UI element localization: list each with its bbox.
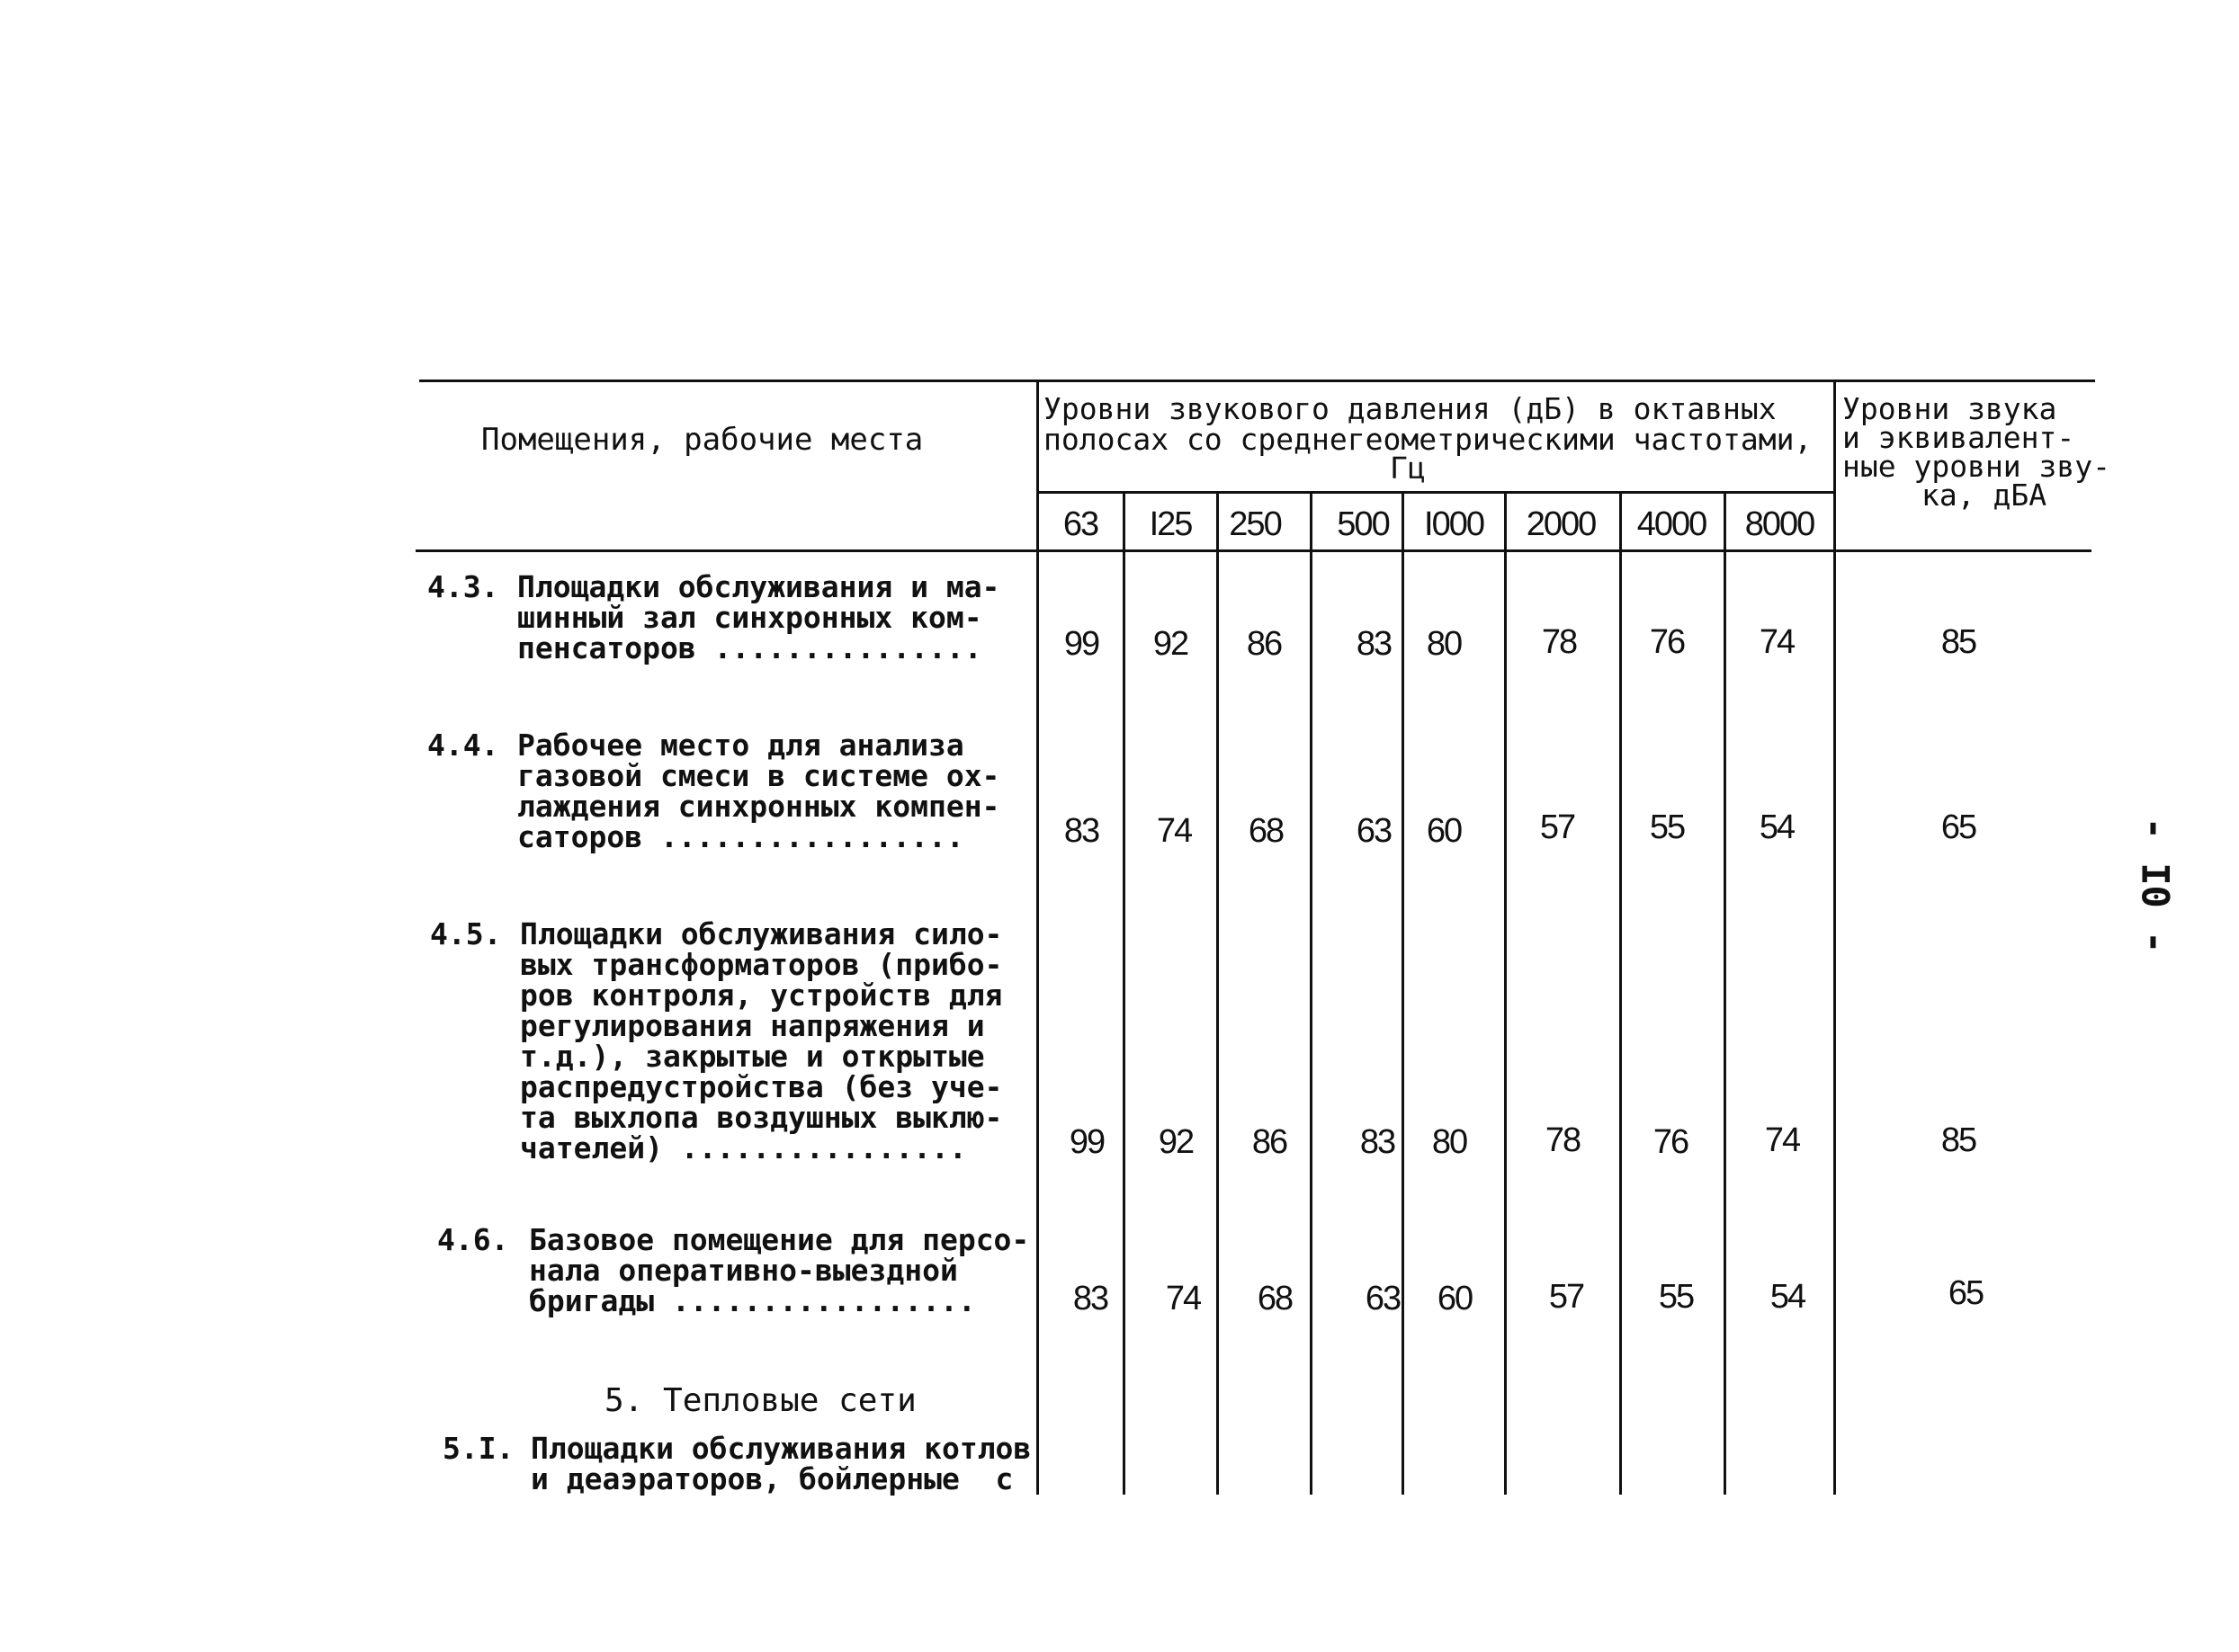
col-separator-8000 bbox=[1833, 380, 1836, 1495]
row-4-3-val-250: 86 bbox=[1246, 625, 1282, 663]
row-4-4-line3: лаждения синхронных компен- bbox=[517, 789, 1000, 824]
row-4-4-val-8000: 54 bbox=[1759, 808, 1795, 846]
header-levels-line3: Гц bbox=[1390, 451, 1426, 486]
freq-63: 63 bbox=[1062, 505, 1098, 543]
row-4-3-line1: Площадки обслуживания и ма- bbox=[517, 569, 1000, 604]
frequency-header-rule bbox=[1036, 491, 1835, 494]
row-4-4-line1: Рабочее место для анализа bbox=[517, 728, 964, 763]
header-dba-line1: Уровни звука bbox=[1842, 391, 2057, 426]
row-4-5-line5: т.д.), закрытые и открытые bbox=[520, 1039, 985, 1074]
row-4-5-val-8000: 74 bbox=[1764, 1121, 1800, 1159]
row-4-4-val-250: 68 bbox=[1248, 812, 1284, 850]
row-4-6-val-125: 74 bbox=[1165, 1280, 1201, 1317]
row-4-6-dba: 65 bbox=[1948, 1274, 1984, 1312]
row-4-3-line2: шинный зал синхронных ком- bbox=[517, 600, 982, 635]
col-separator-125 bbox=[1216, 491, 1219, 1495]
row-4-5-line6: распредустройства (без уче- bbox=[520, 1069, 1003, 1104]
freq-125: I25 bbox=[1149, 505, 1192, 543]
row-4-3-number: 4.3. bbox=[427, 569, 499, 604]
row-4-5-val-63: 99 bbox=[1069, 1123, 1105, 1161]
header-dba-line3: ные уровни зву- bbox=[1842, 449, 2111, 484]
freq-1000: I000 bbox=[1424, 505, 1483, 543]
row-4-4-val-500: 63 bbox=[1356, 812, 1392, 850]
row-4-3-val-2000: 78 bbox=[1541, 623, 1577, 661]
row-4-6-val-1000: 60 bbox=[1437, 1280, 1473, 1317]
row-4-3-line3: пенсаторов ............... bbox=[517, 630, 982, 665]
row-4-5-line2: вых трансформаторов (прибо- bbox=[520, 947, 1003, 982]
freq-500: 500 bbox=[1337, 505, 1389, 543]
row-4-3-val-1000: 80 bbox=[1426, 625, 1462, 663]
row-4-3-dba: 85 bbox=[1940, 623, 1976, 661]
row-4-6-line3: бригады ................. bbox=[529, 1283, 976, 1318]
col-separator-1000 bbox=[1504, 491, 1507, 1495]
row-4-3-val-4000: 76 bbox=[1649, 623, 1685, 661]
header-levels-line2: полосах со среднегеометрическими частотами, bbox=[1043, 422, 1813, 457]
row-4-5-line8: чателей) ................ bbox=[520, 1130, 967, 1165]
row-4-6-number: 4.6. bbox=[437, 1222, 509, 1257]
header-dba-line2: и эквивалент- bbox=[1842, 420, 2075, 455]
row-5-1-number: 5.I. bbox=[443, 1431, 515, 1466]
row-4-3-val-63: 99 bbox=[1063, 625, 1099, 663]
row-4-6-val-500: 63 bbox=[1365, 1280, 1401, 1317]
freq-8000: 8000 bbox=[1744, 505, 1814, 543]
row-4-5-dba: 85 bbox=[1940, 1121, 1976, 1159]
row-4-5-number: 4.5. bbox=[430, 916, 502, 951]
freq-250: 250 bbox=[1229, 505, 1281, 543]
row-4-6-val-4000: 55 bbox=[1658, 1278, 1694, 1316]
row-4-6-val-2000: 57 bbox=[1548, 1278, 1584, 1316]
col-separator-2000 bbox=[1619, 491, 1622, 1495]
row-4-6-val-8000: 54 bbox=[1769, 1278, 1805, 1316]
header-levels-line1: Уровни звукового давления (дБ) в октавных bbox=[1043, 391, 1777, 426]
row-4-4-val-63: 83 bbox=[1063, 812, 1099, 850]
row-5-1-line2: и деаэраторов, бойлерные с bbox=[531, 1461, 1014, 1496]
row-4-5-val-4000: 76 bbox=[1652, 1123, 1688, 1161]
col-separator-room bbox=[1036, 380, 1039, 1495]
row-4-4-line2: газовой смеси в системе ох- bbox=[517, 758, 1000, 793]
freq-4000: 4000 bbox=[1636, 505, 1706, 543]
row-4-5-line3: ров контроля, устройств для bbox=[520, 978, 1003, 1013]
row-4-4-val-1000: 60 bbox=[1426, 812, 1462, 850]
row-4-5-line4: регулирования напряжения и bbox=[520, 1008, 985, 1043]
col-separator-250 bbox=[1310, 491, 1312, 1495]
row-4-5-val-500: 83 bbox=[1359, 1123, 1395, 1161]
row-4-5-val-125: 92 bbox=[1158, 1123, 1194, 1161]
header-room-column: Помещения, рабочие места bbox=[481, 422, 924, 458]
row-4-4-number: 4.4. bbox=[427, 728, 499, 763]
header-bottom-rule bbox=[416, 549, 2091, 552]
row-4-3-val-500: 83 bbox=[1356, 625, 1392, 663]
col-separator-4000 bbox=[1724, 491, 1726, 1495]
row-4-5-val-250: 86 bbox=[1251, 1123, 1287, 1161]
col-separator-63 bbox=[1123, 491, 1125, 1495]
row-4-5-line1: Площадки обслуживания сило- bbox=[520, 916, 1003, 951]
row-4-6-line2: нала оперативно-выездной bbox=[529, 1253, 958, 1288]
row-4-6-line1: Базовое помещение для персо- bbox=[529, 1222, 1030, 1257]
row-4-5-val-1000: 80 bbox=[1431, 1123, 1467, 1161]
table-top-rule bbox=[419, 380, 2095, 382]
row-4-4-val-125: 74 bbox=[1156, 812, 1192, 850]
row-4-3-val-125: 92 bbox=[1152, 625, 1188, 663]
row-4-4-val-4000: 55 bbox=[1649, 808, 1685, 846]
row-4-6-val-63: 83 bbox=[1072, 1280, 1108, 1317]
row-4-4-line4: саторов ................. bbox=[517, 819, 964, 854]
header-dba-line4: ка, дБА bbox=[1921, 478, 2047, 513]
freq-2000: 2000 bbox=[1526, 505, 1596, 543]
row-4-4-val-2000: 57 bbox=[1539, 808, 1575, 846]
row-5-1-line1: Площадки обслуживания котлов bbox=[531, 1431, 1032, 1466]
row-4-4-dba: 65 bbox=[1940, 808, 1976, 846]
row-4-6-val-250: 68 bbox=[1257, 1280, 1293, 1317]
page-number: - I0 - bbox=[2133, 817, 2178, 954]
row-4-5-line7: та выхлопа воздушных выклю- bbox=[520, 1100, 1003, 1135]
row-4-5-val-2000: 78 bbox=[1545, 1121, 1581, 1159]
section-5-title: 5. Тепловые сети bbox=[605, 1382, 917, 1419]
row-4-3-val-8000: 74 bbox=[1759, 623, 1795, 661]
